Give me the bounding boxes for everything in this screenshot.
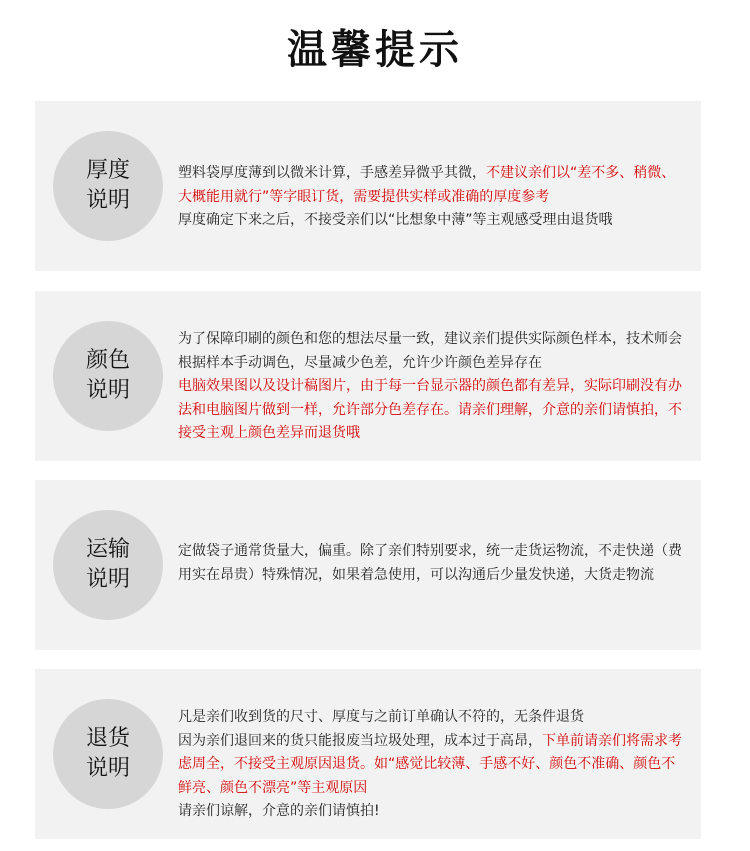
notice-card-shipping: [35, 480, 701, 650]
badge-line-1: 运输: [85, 537, 130, 562]
section-badge: [53, 321, 163, 431]
badge-line-2: 说明: [85, 378, 130, 403]
page-title: 温馨提示: [287, 27, 463, 73]
section-badge: [53, 699, 163, 809]
notice-body: [178, 328, 688, 446]
notice-text-highlight: 不建议亲们以“差不多、稍微、大概能用就行”等字眼订货，需要提供实样或准确的厚度参考: [178, 165, 676, 205]
notice-text: 厚度确定下来之后，不接受亲们以“比想象中薄”等主观感受理由退货哦: [178, 212, 613, 228]
notice-card-thickness: [35, 101, 701, 271]
notice-body: [178, 162, 688, 233]
notice-card-color: [35, 291, 701, 461]
section-badge: [53, 510, 163, 620]
notice-text: 请亲们谅解，介意的亲们请慎拍!: [178, 803, 380, 819]
notice-text-highlight: 下单前请亲们将需求考虑周全，不接受主观原因退货。如“感觉比较薄、手感不好、颜色不准确、颜色不鲜亮、颜色不漂亮”等主观原因: [178, 732, 682, 796]
notice-body: [178, 540, 688, 587]
badge-line-2: 说明: [85, 756, 130, 781]
notice-text: 塑料袋厚度薄到以微米计算，手感差异微乎其微，: [178, 165, 486, 181]
notice-text: 为了保障印刷的颜色和您的想法尽量一致，建议亲们提供实际颜色样本，技术师会根据样本手动调色，尽量减少色差，允许少许颜色差异存在: [178, 331, 682, 371]
badge-line-2: 说明: [85, 567, 130, 592]
notice-text-highlight: 电脑效果图以及设计稿图片，由于每一台显示器的颜色都有差异，实际印刷没有办法和电脑图片做到一样，允许部分色差存在。请亲们理解，介意的亲们请慎拍，不接受主观上颜色差异而退货哦: [178, 378, 682, 441]
badge-line-1: 退货: [85, 726, 130, 751]
badge-line-2: 说明: [85, 188, 130, 213]
notice-card-returns: [35, 669, 701, 839]
badge-line-1: 颜色: [85, 348, 130, 373]
notice-text: 因为亲们退回来的货只能报废当垃圾处理，成本过于高昂，: [178, 732, 542, 749]
notice-text: 凡是亲们收到货的尺寸、厚度与之前订单确认不符的，无条件退货: [178, 709, 584, 725]
section-badge: [53, 131, 163, 241]
notice-body: [178, 706, 688, 824]
badge-line-1: 厚度: [85, 158, 130, 183]
notice-text: 定做袋子通常货量大，偏重。除了亲们特别要求，统一走货运物流，不走快递（费用实在昂贵）特殊情况，如果着急使用，可以沟通后少量发快递，大货走物流: [178, 543, 682, 583]
